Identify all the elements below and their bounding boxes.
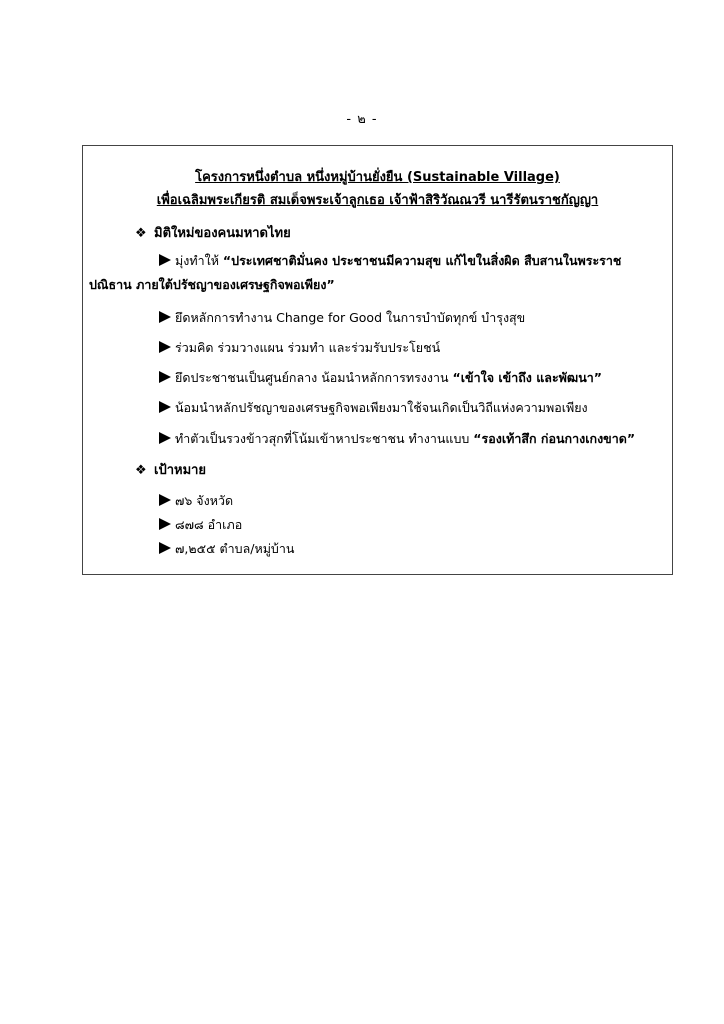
item-text: ร่วมคิด ร่วมวางแผน ร่วมทำ และร่วมรับประโยชน์ — [175, 340, 441, 355]
project-subtitle: เพื่อเฉลิมพระเกียรติ สมเด็จพระเจ้าลูกเธอ เจ้าฟ้าสิริวัณณวรี นารีรัตนราชกัญญา — [156, 193, 599, 208]
project-title: โครงการหนึ่งตำบล หนึ่งหมู่บ้านยั่งยืน (Sustainable Village) — [195, 170, 560, 185]
list-item — [159, 308, 525, 328]
arrow-bullet-icon — [159, 494, 171, 506]
content-box — [82, 145, 673, 575]
item-text: มุ่งทำให้ — [175, 253, 223, 268]
arrow-bullet-icon — [159, 432, 171, 444]
arrow-bullet-icon — [159, 311, 171, 323]
target-text: ๘๗๘ อำเภอ — [175, 517, 243, 532]
list-item — [159, 429, 635, 449]
diamond-bullet-icon: ❖ — [135, 463, 147, 478]
list-item — [159, 398, 588, 418]
section-heading-new-dimension — [135, 222, 291, 243]
item-bold-text: “เข้าใจ เข้าถึง และพัฒนา” — [452, 370, 602, 385]
section-heading-target — [135, 459, 206, 480]
list-item — [159, 338, 440, 358]
arrow-bullet-icon — [159, 371, 171, 383]
list-item — [159, 251, 621, 271]
arrow-bullet-icon — [159, 542, 171, 554]
item-bold-text: “รองเท้าสึก ก่อนกางเกงขาด” — [473, 431, 636, 446]
arrow-bullet-icon — [159, 401, 171, 413]
target-item — [159, 539, 294, 559]
target-item — [159, 491, 233, 511]
page-number: - ๒ - — [346, 112, 378, 127]
arrow-bullet-icon — [159, 341, 171, 353]
item-text: ยึดหลักการทำงาน Change for Good ในการบำบัดทุกข์ บำรุงสุข — [175, 310, 526, 325]
arrow-bullet-icon — [159, 254, 171, 266]
list-item — [159, 368, 602, 388]
arrow-bullet-icon — [159, 518, 171, 530]
target-text: ๗๖ จังหวัด — [175, 493, 234, 508]
section-heading-text: มิติใหม่ของคนมหาดไทย — [154, 226, 291, 241]
item-bold-text: “ประเทศชาติมั่นคง ประชาชนมีความสุข แก้ไขในสิ่งผิด สืบสานในพระราช — [222, 253, 622, 268]
item-text: น้อมนำหลักปรัชญาของเศรษฐกิจพอเพียงมาใช้จนเกิดเป็นวิถีแห่งความพอเพียง — [175, 400, 588, 415]
diamond-bullet-icon: ❖ — [135, 226, 147, 241]
section-heading-text: เป้าหมาย — [154, 463, 207, 478]
item-text: ทำตัวเป็นรวงข้าวสุกที่โน้มเข้าหาประชาชน ทำงานแบบ — [175, 431, 474, 446]
item-text: ยึดประชาชนเป็นศูนย์กลาง น้อมนำหลักการทรงงาน — [175, 370, 453, 385]
target-item — [159, 515, 242, 535]
target-text: ๗,๒๕๕ ตำบล/หมู่บ้าน — [175, 541, 295, 556]
item-continuation: ปณิธาน ภายใต้ปรัชญาของเศรษฐกิจพอเพียง” — [89, 277, 335, 292]
